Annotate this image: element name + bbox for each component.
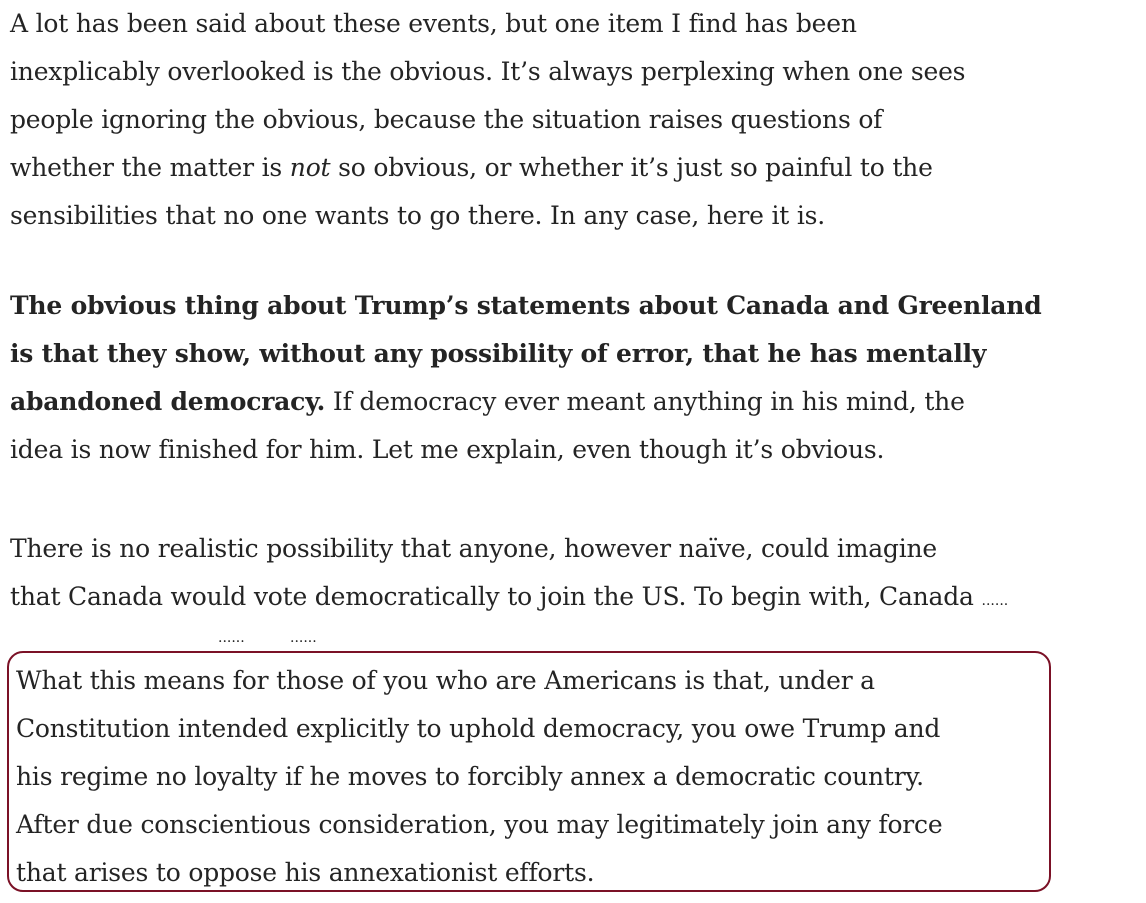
bold-text-segment: abandoned democracy. [10, 387, 326, 416]
text-line: Constitution intended explicitly to uphold democracy, you owe Trump and [16, 714, 941, 743]
bold-text-line: is that they show, without any possibility of error, that he has mentally [10, 339, 987, 368]
emphasis-text: not [289, 153, 331, 182]
paragraph-thesis [10, 282, 1070, 474]
truncation-dots: ...... [981, 593, 1009, 609]
text-line: people ignoring the obvious, because the situation raises questions of [10, 105, 883, 134]
text-segment: If democracy ever meant anything in his mind, the [325, 387, 965, 416]
bold-text-line: The obvious thing about Trump’s statements about Canada and Greenland [10, 291, 1042, 320]
text-line: idea is now finished for him. Let me explain, even though it’s obvious. [10, 435, 885, 464]
text-line: inexplicably overlooked is the obvious. It’s always perplexing when one sees [10, 57, 966, 86]
text-line: sensibilities that no one wants to go there. In any case, here it is. [10, 201, 826, 230]
highlighted-quote [16, 657, 1046, 897]
text-line: What this means for those of you who are Americans is that, under a [16, 666, 875, 695]
text-line [10, 573, 1070, 625]
text-line [10, 144, 1070, 192]
text-line: A lot has been said about these events, but one item I find has been [10, 9, 857, 38]
text-line: After due conscientious consideration, you may legitimately join any force [16, 810, 943, 839]
text-line: that arises to oppose his annexationist efforts. [16, 858, 595, 887]
text-line: There is no realistic possibility that anyone, however naïve, could imagine [10, 534, 938, 563]
text-segment: whether the matter is [10, 153, 290, 182]
paragraph-intro [10, 0, 1070, 240]
paragraph-canada [10, 525, 1070, 625]
truncated-fragment: ...... [218, 630, 245, 646]
text-segment: so obvious, or whether it’s just so painful to the [330, 153, 933, 182]
text-segment: that Canada would vote democratically to join the US. To begin with, Canada [10, 582, 974, 611]
text-line: his regime no loyalty if he moves to forcibly annex a democratic country. [16, 762, 924, 791]
text-line [10, 378, 1070, 426]
truncated-fragment: ...... [290, 630, 317, 646]
